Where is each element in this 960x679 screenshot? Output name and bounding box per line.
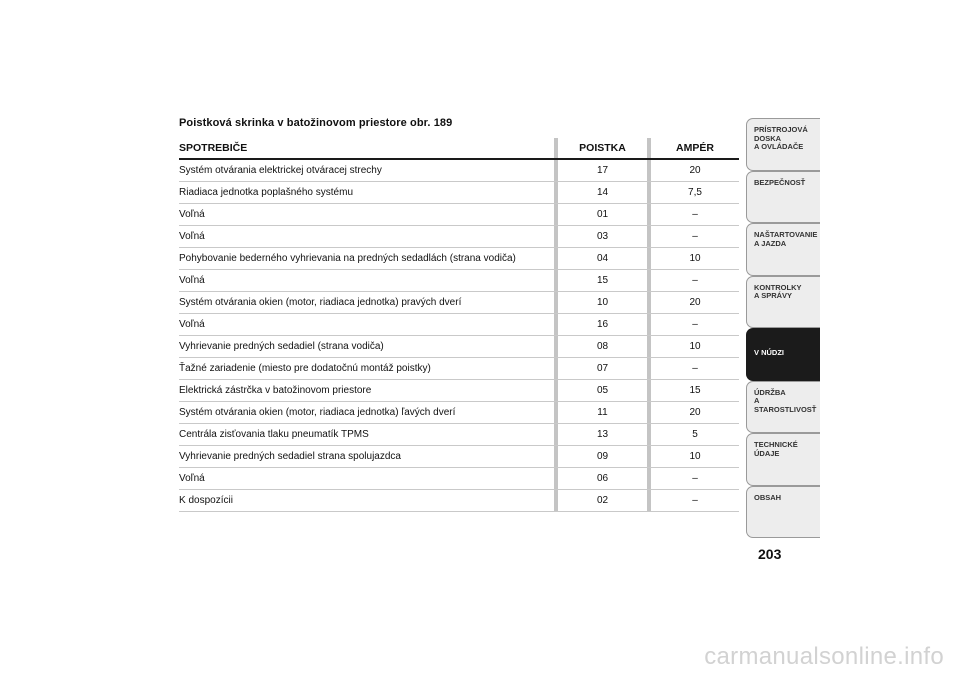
fuse-ampere: – xyxy=(651,358,739,380)
table-row xyxy=(179,182,739,204)
chapter-tab[interactable]: OBSAH xyxy=(746,486,820,539)
fuse-ampere: – xyxy=(651,468,739,490)
chapter-tabs xyxy=(746,118,820,538)
table-row xyxy=(179,380,739,402)
fuse-ampere: 15 xyxy=(651,380,739,402)
chapter-tab[interactable]: BEZPEČNOSŤ xyxy=(746,171,820,224)
watermark: carmanualsonline.info xyxy=(704,643,944,670)
fuse-ampere: 5 xyxy=(651,424,739,446)
fuse-number: 03 xyxy=(558,226,647,248)
fuse-number: 14 xyxy=(558,182,647,204)
fuse-ampere: 10 xyxy=(651,336,739,358)
fuse-number: 11 xyxy=(558,402,647,424)
table-row xyxy=(179,446,739,468)
column-header-consumers: SPOTREBIČE xyxy=(179,138,554,159)
fuse-consumer-name: Systém otvárania okien (motor, riadiaca jednotka) pravých dverí xyxy=(179,292,554,314)
fuse-consumer-name: Voľná xyxy=(179,226,554,248)
fuse-ampere: – xyxy=(651,490,739,512)
fuse-number: 01 xyxy=(558,204,647,226)
fuse-consumer-name: Voľná xyxy=(179,270,554,292)
fuse-consumer-name: Riadiaca jednotka poplašného systému xyxy=(179,182,554,204)
fuse-consumer-name: Systém otvárania elektrickej otváracej strechy xyxy=(179,159,554,182)
table-row xyxy=(179,204,739,226)
fuse-ampere: 20 xyxy=(651,292,739,314)
fuse-ampere: 7,5 xyxy=(651,182,739,204)
table-row xyxy=(179,314,739,336)
fuse-consumer-name: Elektrická zástrčka v batožinovom priestore xyxy=(179,380,554,402)
fuse-ampere: – xyxy=(651,270,739,292)
fuse-ampere: – xyxy=(651,314,739,336)
fuse-consumer-name: Centrála zisťovania tlaku pneumatík TPMS xyxy=(179,424,554,446)
fuse-number: 05 xyxy=(558,380,647,402)
fuse-consumer-name: Systém otvárania okien (motor, riadiaca jednotka) ľavých dverí xyxy=(179,402,554,424)
fuse-ampere: 10 xyxy=(651,248,739,270)
fuse-consumer-name: Voľná xyxy=(179,204,554,226)
chapter-tab[interactable]: V NÚDZI xyxy=(746,328,820,381)
chapter-tab[interactable]: KONTROLKY A SPRÁVY xyxy=(746,276,820,329)
fuse-ampere: 20 xyxy=(651,159,739,182)
page-number: 203 xyxy=(758,546,782,562)
table-header-row xyxy=(179,138,739,159)
fuse-number: 15 xyxy=(558,270,647,292)
fuse-consumer-name: Ťažné zariadenie (miesto pre dodatočnú montáž poistky) xyxy=(179,358,554,380)
fuse-ampere: – xyxy=(651,226,739,248)
fuse-number: 17 xyxy=(558,159,647,182)
fuse-ampere: 10 xyxy=(651,446,739,468)
fuse-number: 04 xyxy=(558,248,647,270)
fuse-consumer-name: K dospozícii xyxy=(179,490,554,512)
chapter-tab[interactable]: PRÍSTROJOVÁ DOSKA A OVLÁDAČE xyxy=(746,118,820,171)
fuse-number: 02 xyxy=(558,490,647,512)
table-row xyxy=(179,226,739,248)
chapter-tab[interactable]: NAŠTARTOVANIE A JAZDA xyxy=(746,223,820,276)
table-row xyxy=(179,159,739,182)
column-header-ampere: AMPÉR xyxy=(651,138,739,159)
table-row xyxy=(179,402,739,424)
chapter-tab[interactable]: TECHNICKÉ ÚDAJE xyxy=(746,433,820,486)
chapter-tab[interactable]: ÚDRŽBA A STAROSTLIVOSŤ xyxy=(746,381,820,434)
table-row xyxy=(179,248,739,270)
fuse-number: 08 xyxy=(558,336,647,358)
fuse-ampere: 20 xyxy=(651,402,739,424)
fuse-number: 07 xyxy=(558,358,647,380)
fuse-consumer-name: Voľná xyxy=(179,468,554,490)
fuse-consumer-name: Voľná xyxy=(179,314,554,336)
table-row xyxy=(179,490,739,512)
table-row xyxy=(179,424,739,446)
table-row xyxy=(179,292,739,314)
table-row xyxy=(179,358,739,380)
fuse-number: 16 xyxy=(558,314,647,336)
fuse-table xyxy=(179,138,739,512)
fuse-consumer-name: Vyhrievanie predných sedadiel (strana vodiča) xyxy=(179,336,554,358)
table-row xyxy=(179,270,739,292)
column-header-fuse: POISTKA xyxy=(558,138,647,159)
section-heading: Poistková skrinka v batožinovom priestore obr. 189 xyxy=(179,117,453,129)
table-row xyxy=(179,336,739,358)
fuse-number: 06 xyxy=(558,468,647,490)
fuse-number: 13 xyxy=(558,424,647,446)
fuse-consumer-name: Vyhrievanie predných sedadiel strana spolujazdca xyxy=(179,446,554,468)
fuse-consumer-name: Pohybovanie bederného vyhrievania na predných sedadlách (strana vodiča) xyxy=(179,248,554,270)
table-row xyxy=(179,468,739,490)
fuse-number: 10 xyxy=(558,292,647,314)
fuse-number: 09 xyxy=(558,446,647,468)
fuse-ampere: – xyxy=(651,204,739,226)
